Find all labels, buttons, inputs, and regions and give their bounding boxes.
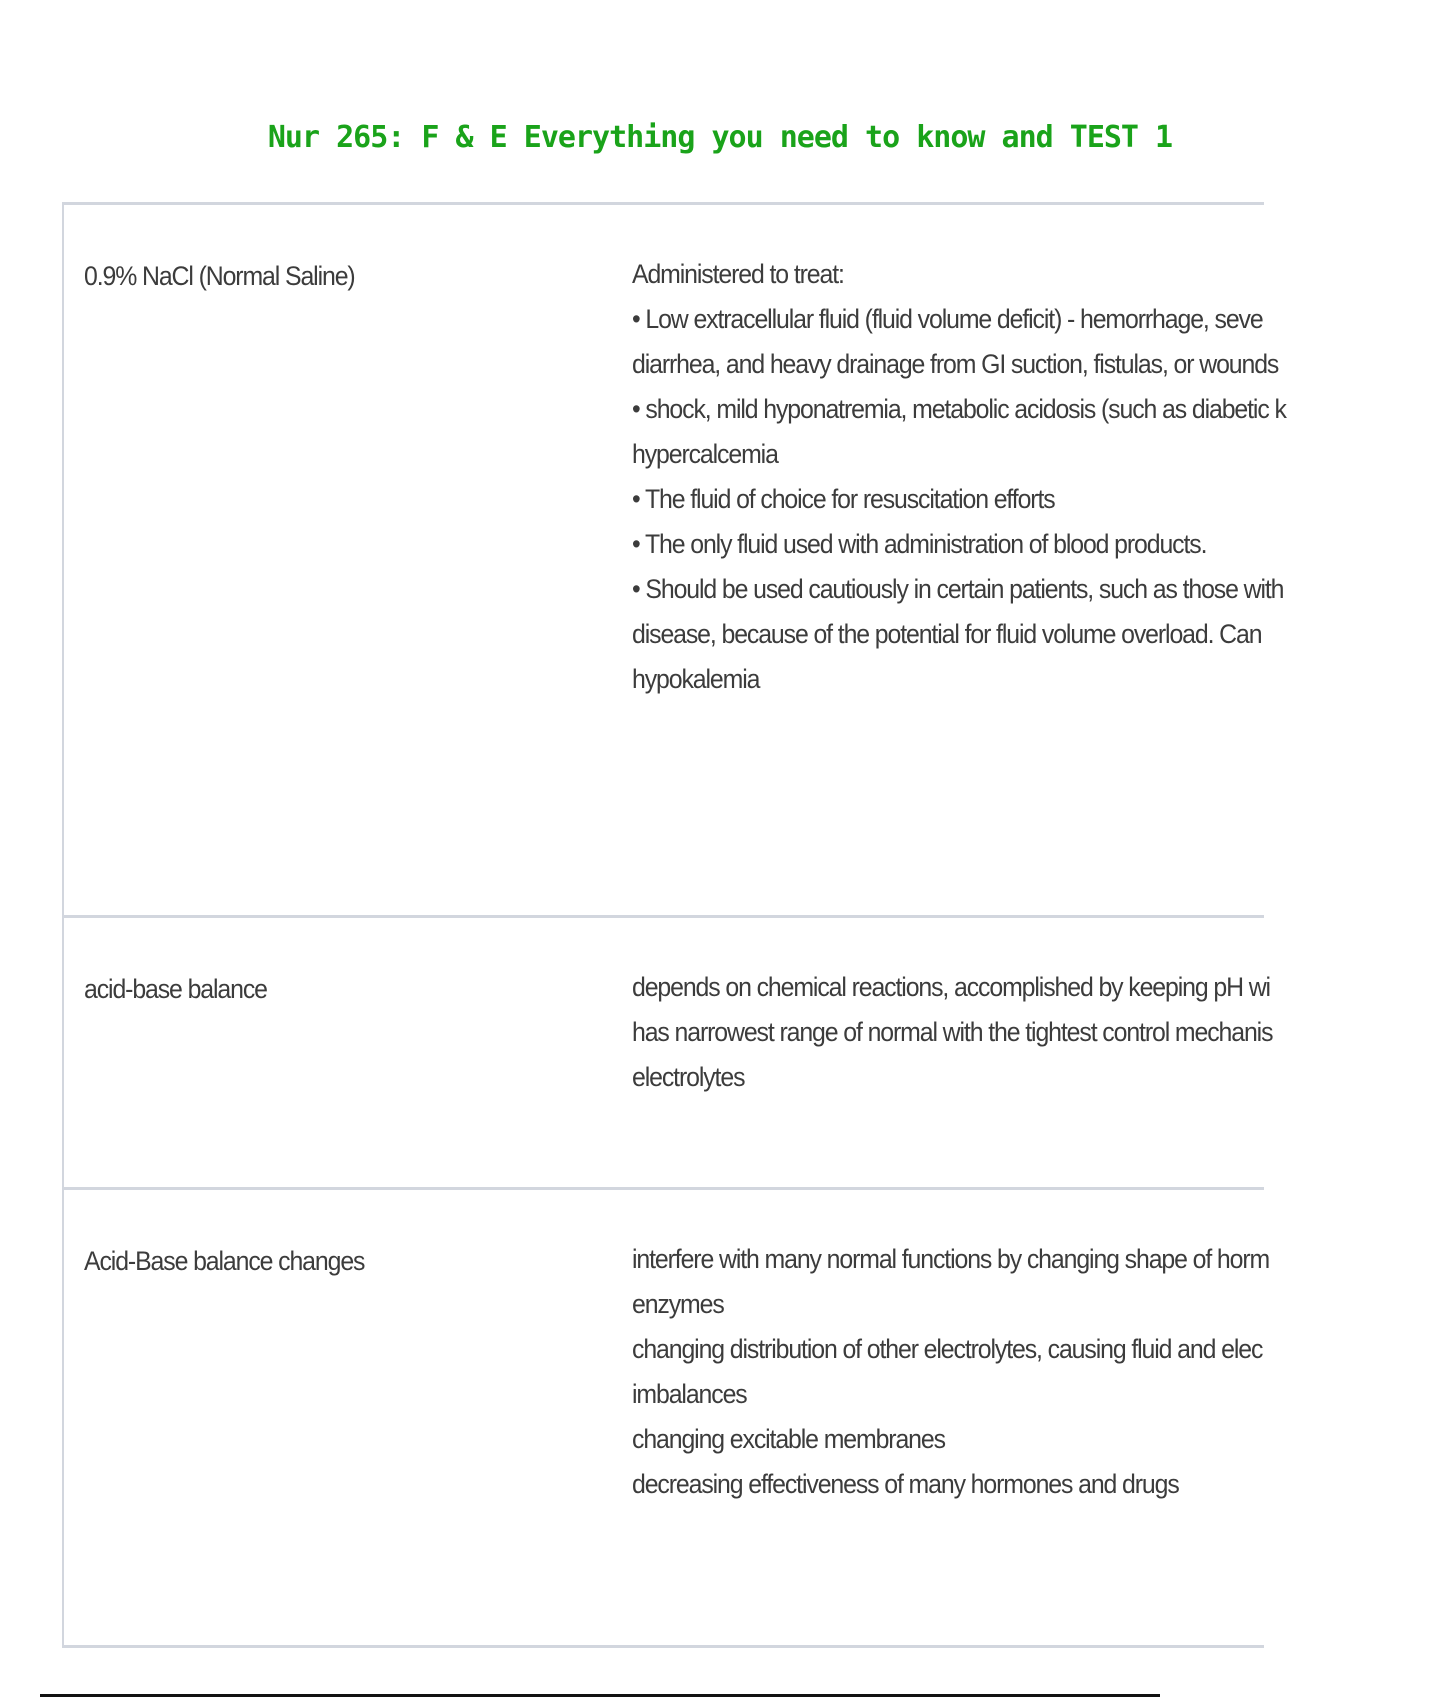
definition-line: Administered to treat: [632,259,844,289]
definition-line: • Should be used cautiously in certain patients, such as those with [632,574,1284,604]
definition-line: • Low extracellular fluid (fluid volume deficit) - hemorrhage, seve [632,304,1263,334]
definition-line: hypercalcemia [632,439,778,469]
definition-line: disease, because of the potential for fluid volume overload. Can [632,619,1262,649]
document-title: Nur 265: F & E Everything you need to know and TEST 1 [267,120,1173,155]
definition-line: imbalances [632,1379,747,1409]
definition-line: changing excitable membranes [632,1424,945,1454]
card-term: acid-base balance [84,974,267,1004]
flashcard-row [64,205,1286,918]
definition-line: depends on chemical reactions, accomplished by keeping pH wi [632,972,1270,1002]
card-definition [632,1244,1270,1516]
definition-line: changing distribution of other electrolytes, causing fluid and elec [632,1334,1263,1364]
card-term: 0.9% NaCl (Normal Saline) [84,261,355,291]
definition-line: enzymes [632,1289,724,1319]
card-definition [632,259,1286,711]
definition-line: • shock, mild hyponatremia, metabolic acidosis (such as diabetic k [632,394,1286,424]
card-term: Acid-Base balance changes [84,1246,365,1276]
card-definition [632,972,1273,1109]
definition-line: hypokalemia [632,664,760,694]
definition-line: has narrowest range of normal with the tightest control mechanis [632,1017,1273,1047]
definition-line: diarrhea, and heavy drainage from GI suction, fistulas, or wounds [632,349,1279,379]
definition-line: decreasing effectiveness of many hormones and drugs [632,1469,1179,1499]
definition-line: • The fluid of choice for resuscitation efforts [632,484,1055,514]
flashcard-row [64,1190,1270,1648]
flashcard-row [64,918,1273,1190]
page-bottom-rule [40,1694,1160,1697]
definition-line: interfere with many normal functions by changing shape of horm [632,1244,1270,1274]
definition-line: electrolytes [632,1062,745,1092]
flashcard-table [62,202,1286,1648]
definition-line: • The only fluid used with administration of blood products. [632,529,1207,559]
